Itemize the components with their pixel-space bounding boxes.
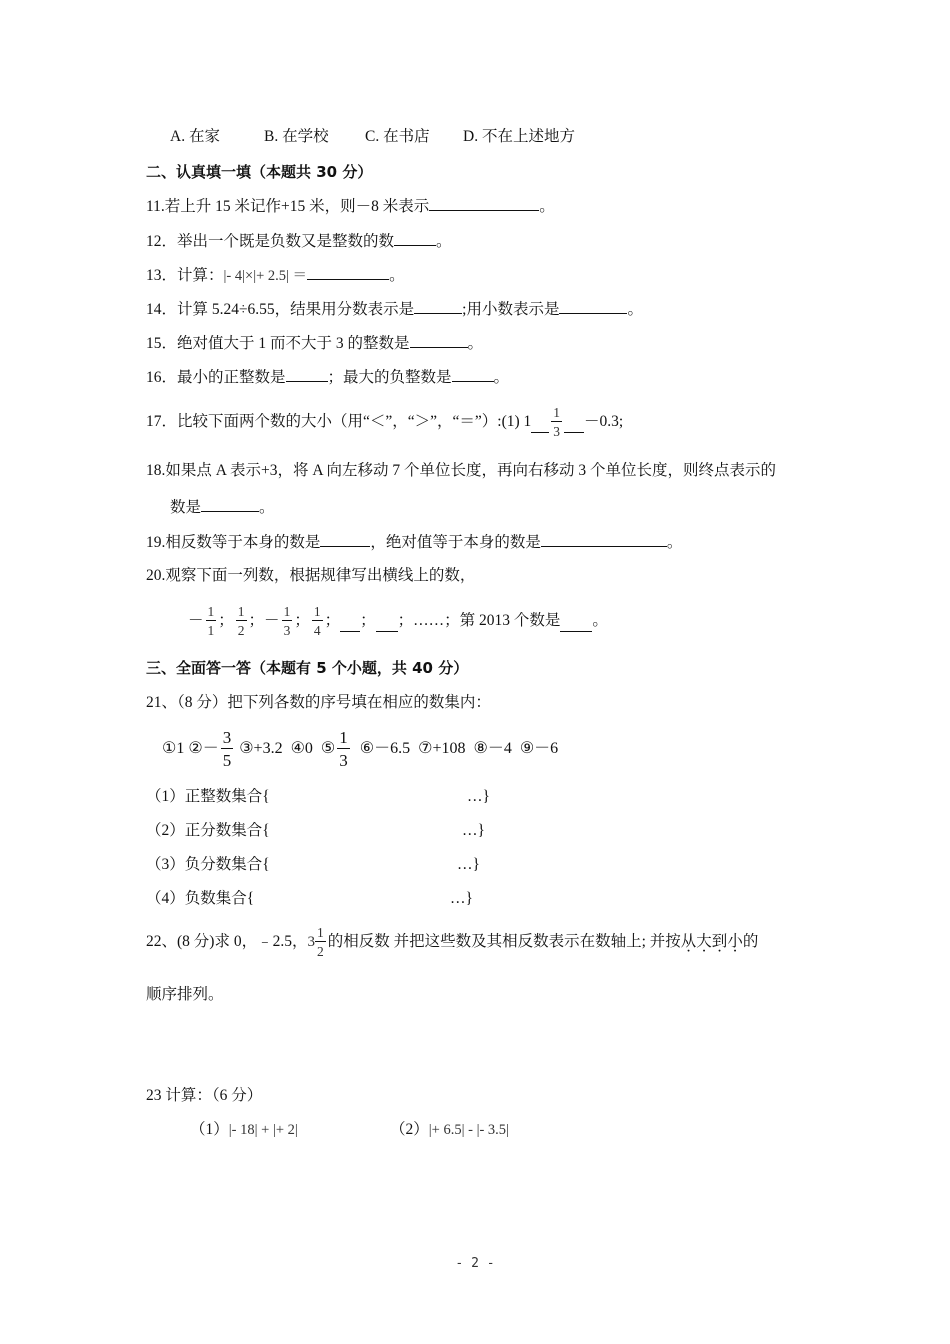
question-22 [146,922,758,962]
q21-set-3-label: （3）负分数集合{ [146,856,270,873]
question-14 [146,299,643,320]
answer-blank [559,299,627,314]
q21-set-1-end: …} [467,788,490,805]
separator: ； [324,612,341,629]
q20-minus: － [188,612,204,629]
fraction-denominator: 1 [207,623,215,638]
emphasis-char: 小 · [727,932,743,952]
question-11 [146,196,555,217]
q20-tail: ……；第 2013 个数是 [413,612,561,629]
q21-set-4-label: （4）负数集合{ [146,890,255,907]
q20-minus: － [264,612,280,629]
answer-blank [452,367,494,382]
q22-tail: 的 [742,933,759,950]
q21-fraction-1-3 [337,729,350,769]
q10-option-b: B. 在学校 [264,128,329,145]
answer-blank [307,265,389,280]
q21-set-4-end: …} [450,890,473,907]
answer-blank [410,333,468,348]
q17-fraction [551,406,562,439]
q17-text: 17．比较下面两个数的大小（用“＜”，“＞”，“＝”）:(1) 1 [146,413,532,430]
q21-numbers-part1: ①1 ②－ [162,740,219,757]
fraction-denominator: 4 [313,623,321,638]
fraction-numerator: 1 [282,605,293,622]
answer-blank [340,617,360,632]
q15-text: 15．绝对值大于 1 而不大于 3 的整数是 [146,335,410,352]
q12-end: 。 [436,233,452,250]
q16-end: 。 [493,369,510,386]
separator: ； [218,612,234,629]
q20-fraction-1 [206,605,217,638]
q20-text: 20.观察下面一列数，根据规律写出横线上的数， [146,567,476,584]
fraction-denominator: 3 [553,424,561,439]
q22-mixed-whole: 3 [307,934,315,950]
q23-text: 23 计算：（6 分） [146,1087,263,1104]
q13-prefix: 13．计算： [146,267,224,284]
q20-sequence [188,600,608,642]
q19-text: 19.相反数等于本身的数是 [146,534,321,551]
question-18-line2 [170,497,275,518]
q21-numbers-part3: ⑥－6.5 ⑦+108 ⑧－4 ⑨－6 [351,740,559,757]
answer-blank [376,617,398,632]
q21-text: 21、（8 分）把下列各数的序号填在相应的数集内： [146,694,491,711]
q14-text: 14．计算 5.24÷6.55，结果用分数表示是 [146,301,415,318]
emphasis-char: 大 · [696,932,712,952]
fraction-denominator: 2 [237,623,245,638]
q13-end: 。 [389,267,405,284]
q14-end: 。 [627,301,643,318]
q18-line1: 18.如果点 A 表示+3，将 A 向左移动 7 个单位长度，再向右移动 3 个单位长度，则终点表示的 [146,462,777,479]
q18-end: 。 [259,499,275,516]
q19-mid: ，绝对值等于本身的数是 [370,534,541,551]
q10-option-a: A. 在家 [170,128,220,145]
q16-text: 16．最小的正整数是 [146,369,286,386]
q11-end: 。 [539,198,555,215]
q22-rest: 的相反数 并把这些数及其相反数表示在数轴上; 并按 [327,933,681,950]
fraction-numerator: 1 [339,728,348,747]
q14-mid: ;用小数表示是 [462,301,560,318]
q20-fraction-2 [236,605,247,638]
q22-line2: 顺序排列。 [146,986,224,1003]
question-13 [146,265,405,286]
answer-blank [541,532,667,547]
q23-part1-expression: |- 18| + |+ 2| [228,1122,298,1138]
question-15 [146,333,483,354]
q21-set-2-end: …} [462,822,485,839]
fraction-numerator: 1 [206,605,217,622]
q13-expression: |- 4|×|+ 2.5| ＝ [223,268,308,284]
answer-blank [286,367,328,382]
q23-part2 [390,1120,509,1140]
fraction-denominator: 2 [316,944,324,959]
question-19 [146,532,682,553]
q21-set-3-end: …} [457,856,480,873]
fraction-denominator: 5 [222,751,232,770]
fraction-denominator: 3 [339,751,348,770]
fraction-numerator: 3 [222,728,232,747]
separator: ； [397,612,414,629]
q22-fraction [315,926,326,959]
q23-part2-label: （2） [390,1121,429,1138]
question-16 [146,367,509,388]
answer-blank [414,299,462,314]
fraction-numerator: 1 [236,605,247,622]
separator: ； [360,612,376,629]
q21-set-1-label: （1）正整数集合{ [146,788,270,805]
q21-set-2-label: （2）正分数集合{ [146,822,270,839]
q22-text: 22、(8 分)求 0，﹣2.5， [146,933,308,950]
page-number: - 2 - [455,1256,495,1271]
question-17 [146,403,623,441]
answer-blank [201,497,259,512]
q20-end: 。 [592,612,608,629]
q18-line2: 数是 [170,499,202,516]
q11-text: 11.若上升 15 米记作+15 米，则－8 米表示 [146,198,430,215]
fraction-numerator: 1 [312,605,323,622]
answer-blank [560,617,592,632]
q15-end: 。 [467,335,484,352]
q12-text: 12．举出一个既是负数又是整数的数 [146,233,395,250]
q23-part1 [190,1120,298,1140]
q17-end: －0.3; [584,413,624,430]
emphasis-char: 从 · [681,932,697,952]
q16-mid: ；最大的负整数是 [327,369,452,386]
answer-blank [429,196,539,211]
answer-blank [564,418,584,433]
question-12 [146,231,452,252]
fraction-numerator: 1 [315,926,326,943]
q20-fraction-4 [312,605,323,638]
answer-blank [394,231,436,246]
q21-fraction-3-5 [221,729,234,769]
q23-part2-expression: |+ 6.5| - |- 3.5| [428,1122,509,1138]
answer-blank [320,532,370,547]
section2-title: 二、认真填一填（本题共 30 分） [146,163,373,181]
q21-numbers-part2: ③+3.2 ④0 ⑤ [235,740,336,757]
q23-part1-label: （1） [190,1121,229,1138]
q21-numbers [162,724,558,774]
fraction-numerator: 1 [551,406,562,423]
answer-blank [531,418,549,433]
q10-option-c: C. 在书店 [365,128,430,145]
q19-end: 。 [666,534,683,551]
fraction-denominator: 3 [283,623,291,638]
separator: ； [294,612,310,629]
separator: ； [248,612,265,629]
emphasis-char: 到 · [712,932,728,952]
q20-fraction-3 [282,605,293,638]
section3-title: 三、全面答一答（本题有 5 个小题，共 40 分） [146,659,469,677]
q10-option-d: D. 不在上述地方 [463,128,575,145]
